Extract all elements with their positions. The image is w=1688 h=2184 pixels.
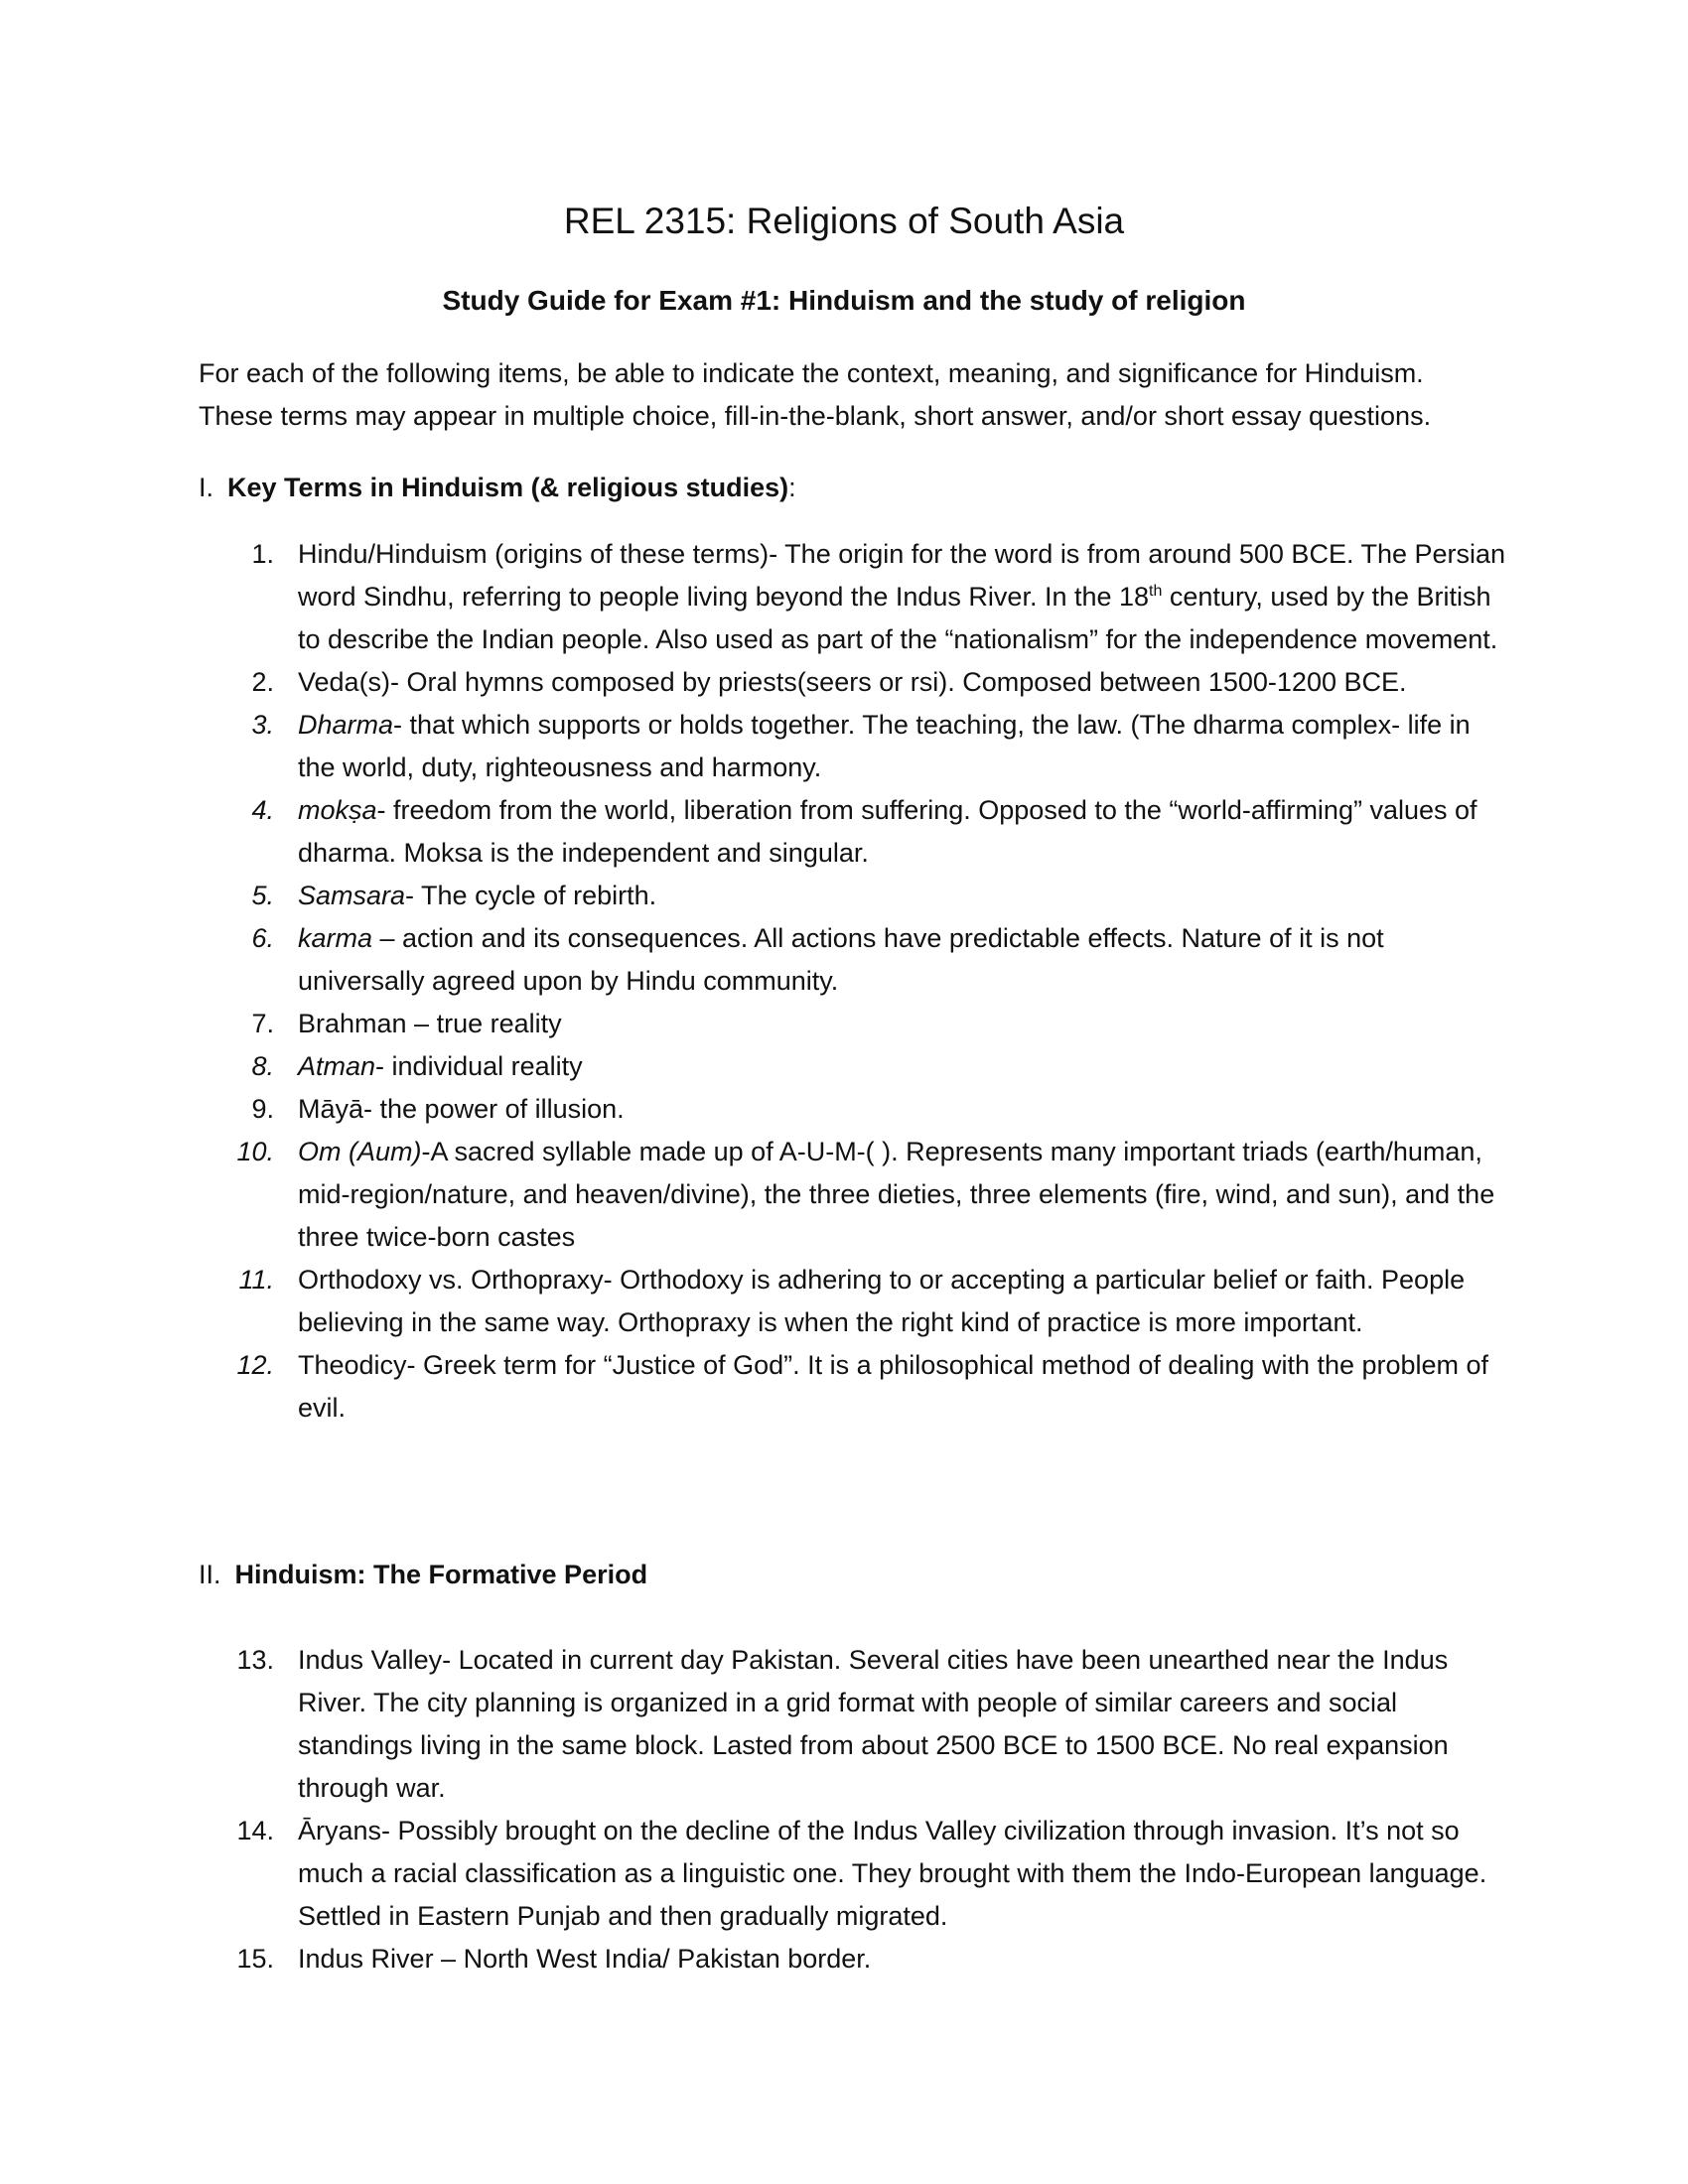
- item-text: Theodicy- Greek term for “Justice of God”. It is a philosophical method of dealing with the problem of evil.: [298, 1350, 1489, 1423]
- item-text: - freedom from the world, liberation from suffering. Opposed to the “world-affirming” values of dharma. Moksa is the independent and singular.: [298, 795, 1477, 868]
- item-term: karma: [298, 923, 373, 953]
- item-text: - that which supports or holds together. The teaching, the law. (The dharma complex- life in the world, duty, righteousness and harmony.: [298, 710, 1471, 782]
- section-heading-text: Hinduism: The Formative Period: [234, 1560, 648, 1589]
- item-term: Samsara: [298, 881, 406, 910]
- item-text: Āryans- Possibly brought on the decline of the Indus Valley civilization through invasion. It’s not so much a racial classification as a linguistic one. They brought with them the Indo-European language. Settled in Eastern Punjab and then gradually migrated.: [298, 1816, 1487, 1931]
- course-title: REL 2315: Religions of South Asia: [563, 201, 1125, 241]
- superscript-ordinal: th: [1149, 583, 1163, 600]
- item-text: Brahman – true reality: [298, 1009, 562, 1038]
- list-item: [199, 1088, 1509, 1131]
- formative-period-list: [199, 1639, 1509, 1980]
- item-term: Atman: [298, 1051, 376, 1081]
- item-number: 5.: [251, 881, 274, 910]
- item-term: mokṣa: [298, 795, 377, 825]
- list-item: [199, 789, 1509, 875]
- item-text-continued: century, used by the British to describe the Indian people. Also used as part of the “nationalism” for the independence movement.: [298, 582, 1498, 654]
- list-item: [199, 661, 1509, 704]
- section-numeral: II.: [199, 1560, 221, 1589]
- item-number: 12.: [236, 1350, 274, 1380]
- item-number: 3.: [251, 710, 274, 740]
- list-item: [199, 1045, 1509, 1088]
- section-numeral: I.: [199, 473, 214, 502]
- list-item: [199, 1639, 1509, 1810]
- item-number: 10.: [236, 1137, 274, 1166]
- item-text: Veda(s)- Oral hymns composed by priests(seers or rsi). Composed between 1500-1200 BCE.: [298, 667, 1407, 697]
- item-text: Indus River – North West India/ Pakistan border.: [298, 1944, 872, 1974]
- list-item: [199, 1259, 1509, 1344]
- item-text: Orthodoxy vs. Orthopraxy- Orthodoxy is adhering to or accepting a particular belief or faith. People believing in the same way. Orthopraxy is when the right kind of practice is more important.: [298, 1265, 1466, 1337]
- list-item: [199, 533, 1509, 661]
- item-number: 8.: [251, 1051, 274, 1081]
- list-item: [199, 1131, 1509, 1259]
- list-item: [199, 704, 1509, 789]
- item-text: - individual reality: [375, 1051, 583, 1081]
- item-number: 1.: [251, 539, 274, 569]
- instructions-line: For each of the following items, be able to indicate the context, meaning, and significance for Hinduism.: [199, 358, 1424, 388]
- item-text: Indus Valley- Located in current day Pakistan. Several cities have been unearthed near the Indus River. The city planning is organized in a grid format with people of similar careers and social standings living in the same block. Lasted from about 2500 BCE to 1500 BCE. No real expansion through war.: [298, 1645, 1449, 1803]
- instructions-line: These terms may appear in multiple choice, fill-in-the-blank, short answer, and/or short essay questions.: [199, 401, 1432, 431]
- list-item: [199, 1938, 1509, 1980]
- list-item: [199, 917, 1509, 1003]
- list-item: [199, 1003, 1509, 1045]
- item-number: 7.: [251, 1009, 274, 1038]
- instructions-paragraph: [199, 352, 1509, 438]
- item-number: 14.: [236, 1816, 274, 1845]
- section-heading-colon: :: [788, 473, 796, 502]
- item-term: Om (Aum): [298, 1137, 422, 1166]
- item-number: 13.: [236, 1645, 274, 1675]
- item-number: 15.: [236, 1944, 274, 1974]
- key-terms-list: [199, 533, 1509, 1430]
- list-item: [199, 1344, 1509, 1430]
- section-heading-formative-period: [199, 1554, 647, 1596]
- item-number: 11.: [238, 1265, 274, 1295]
- study-guide-title: Study Guide for Exam #1: Hinduism and the study of religion: [442, 285, 1246, 316]
- list-item: [199, 1810, 1509, 1938]
- item-term: Dharma: [298, 710, 394, 740]
- item-text: Hindu/Hinduism (origins of these terms)- The origin for the word is from around 500 BCE. The Persian word Sindhu, referring to people living beyond the Indus River. In the 18: [298, 539, 1506, 612]
- section-heading-key-terms: [199, 467, 796, 509]
- item-number: 9.: [251, 1094, 274, 1124]
- item-text: – action and its consequences. All actions have predictable effects. Nature of it is not universally agreed upon by Hindu community.: [298, 923, 1384, 996]
- item-number: 2.: [251, 667, 274, 697]
- item-number: 4.: [251, 795, 274, 825]
- item-number: 6.: [251, 923, 274, 953]
- item-text: Māyā- the power of illusion.: [298, 1094, 625, 1124]
- item-text: -A sacred syllable made up of A-U-M-( ). Represents many important triads (earth/human, mid-region/nature, and heaven/divine), the three dieties, three elements (fire, wind, and sun), and the three twice-born castes: [298, 1137, 1495, 1252]
- section-heading-text: Key Terms in Hinduism (& religious studies): [227, 473, 789, 502]
- item-text: - The cycle of rebirth.: [405, 881, 657, 910]
- list-item: [199, 875, 1509, 917]
